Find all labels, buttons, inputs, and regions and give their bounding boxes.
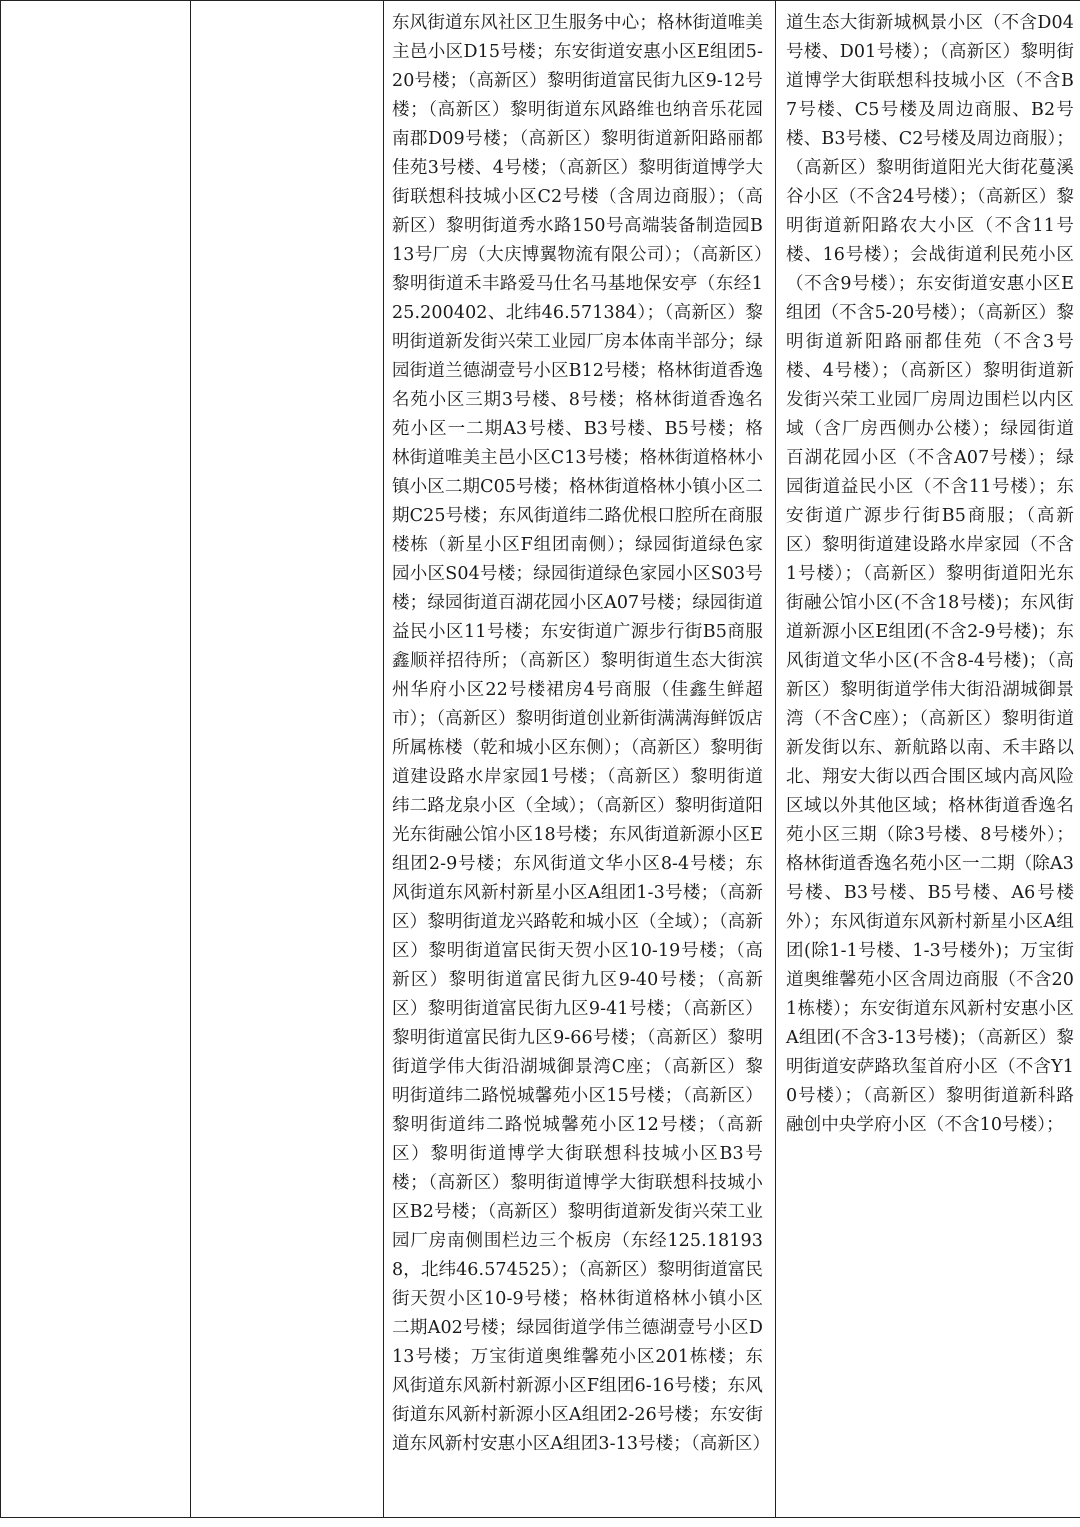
table-cell-high-risk-areas xyxy=(384,1,776,1518)
cell-text-other-areas: 道生态大街新城枫景小区（不含D04号楼、D01号楼）；（高新区）黎明街道博学大街联想科技城小区（不含B7号楼、C5号楼及周边商服、B2号楼、B3号楼、C2号楼及周边商服）；（高新区）黎明街道阳光大街花蔓溪谷小区（不含24号楼）；（高新区）黎明街道新阳路农大小区（不含11号楼、16号楼）；会战街道利民苑小区（不含9号楼）；东安街道安惠小区E组团（不含5-20号楼）；（高新区）黎明街道新阳路丽都佳苑（不含3号楼、4号楼）；（高新区）黎明街道新发街兴荣工业园厂房周边围栏以内区域（含厂房西侧办公楼）；绿园街道百湖花园小区（不含A07号楼）；绿园街道益民小区（不含11号楼）；东安街道广源步行街B5商服；（高新区）黎明街道建设路水岸家园（不含1号楼）；（高新区）黎明街道阳光东街融公馆小区(不含18号楼)；东风街道新源小区E组团(不含2-9号楼)；东风街道文华小区(不含8-4号楼)；（高新区）黎明街道学伟大街沿湖城御景湾（不含C座）；（高新区）黎明街道新发街以东、新航路以南、禾丰路以北、翔安大街以西合围区域内高风险区域以外其他区域；格林街道香逸名苑小区三期（除3号楼、8号楼外）；格林街道香逸名苑小区一二期（除A3号楼、B3号楼、B5号楼、A6号楼外）；东风街道东风新村新星小区A组团(除1-1号楼、1-3号楼外)；万宝街道奥维馨苑小区含周边商服（不含201栋楼）；东安街道东风新村安惠小区A组团(不含3-13号楼)；（高新区）黎明街道安萨路玖玺首府小区（不含Y10号楼）；（高新区）黎明街道新科路融创中央学府小区（不含10号楼）； xyxy=(786,13,1074,1135)
table-cell-other-areas xyxy=(776,1,1080,1518)
table-cell-category xyxy=(191,1,384,1518)
table-cell-sequence xyxy=(1,1,191,1518)
table-row xyxy=(1,1,1080,1518)
cell-text-high-risk-areas: 东风街道东风社区卫生服务中心；格林街道唯美主邑小区D15号楼；东安街道安惠小区E组团5-20号楼；（高新区）黎明街道富民街九区9-12号楼；（高新区）黎明街道东风路维也纳音乐花园南郡D09号楼；（高新区）黎明街道新阳路丽都佳苑3号楼、4号楼；（高新区）黎明街道博学大街联想科技城小区C2号楼（含周边商服）；（高新区）黎明街道秀水路150号高端装备制造园B13号厂房（大庆博翼物流有限公司）；（高新区）黎明街道禾丰路爱马仕名马基地保安亭（东经125.200402、北纬46.571384）；（高新区）黎明街道新发街兴荣工业园厂房本体南半部分；绿园街道兰德湖壹号小区B12号楼；格林街道香逸名苑小区三期3号楼、8号楼；格林街道香逸名苑小区一二期A3号楼、B3号楼、B5号楼；格林街道唯美主邑小区C13号楼；格林街道格林小镇小区二期C05号楼；格林街道格林小镇小区二期C25号楼；东风街道纬二路优根口腔所在商服楼栋（新星小区F组团南侧）；绿园街道绿色家园小区S04号楼；绿园街道绿色家园小区S03号楼；绿园街道百湖花园小区A07号楼；绿园街道益民小区11号楼；东安街道广源步行街B5商服鑫顺祥招待所；（高新区）黎明街道生态大街滨州华府小区22号楼裙房4号商服（佳鑫生鲜超市）；（高新区）黎明街道创业新街满满海鲜饭店所属栋楼（乾和城小区东侧）；（高新区）黎明街道建设路水岸家园1号楼；（高新区）黎明街道纬二路龙泉小区（全域）；（高新区）黎明街道阳光东街融公馆小区18号楼；东风街道新源小区E组团2-9号楼；东风街道文华小区8-4号楼；东风街道东风新村新星小区A组团1-3号楼；（高新区）黎明街道龙兴路乾和城小区（全域）；（高新区）黎明街道富民街天贺小区10-19号楼；（高新区）黎明街道富民街九区9-40号楼；（高新区）黎明街道富民街九区9-41号楼；（高新区）黎明街道富民街九区9-66号楼；（高新区）黎明街道学伟大街沿湖城御景湾C座；（高新区）黎明街道纬二路悦城馨苑小区15号楼；（高新区）黎明街道纬二路悦城馨苑小区12号楼；（高新区）黎明街道博学大街联想科技城小区B3号楼；（高新区）黎明街道博学大街联想科技城小区B2号楼；（高新区）黎明街道新发街兴荣工业园厂房南侧围栏边三个板房（东经125.181938，北纬46.574525）；（高新区）黎明街道富民街天贺小区10-9号楼；格林街道格林小镇小区二期A02号楼；绿园街道学伟兰德湖壹号小区D13号楼；万宝街道奥维馨苑小区201栋楼；东风街道东风新村新源小区F组团6-16号楼；东风街道东风新村新源小区A组团2-26号楼；东安街道东风新村安惠小区A组团3-13号楼；（高新区） xyxy=(392,13,771,1454)
